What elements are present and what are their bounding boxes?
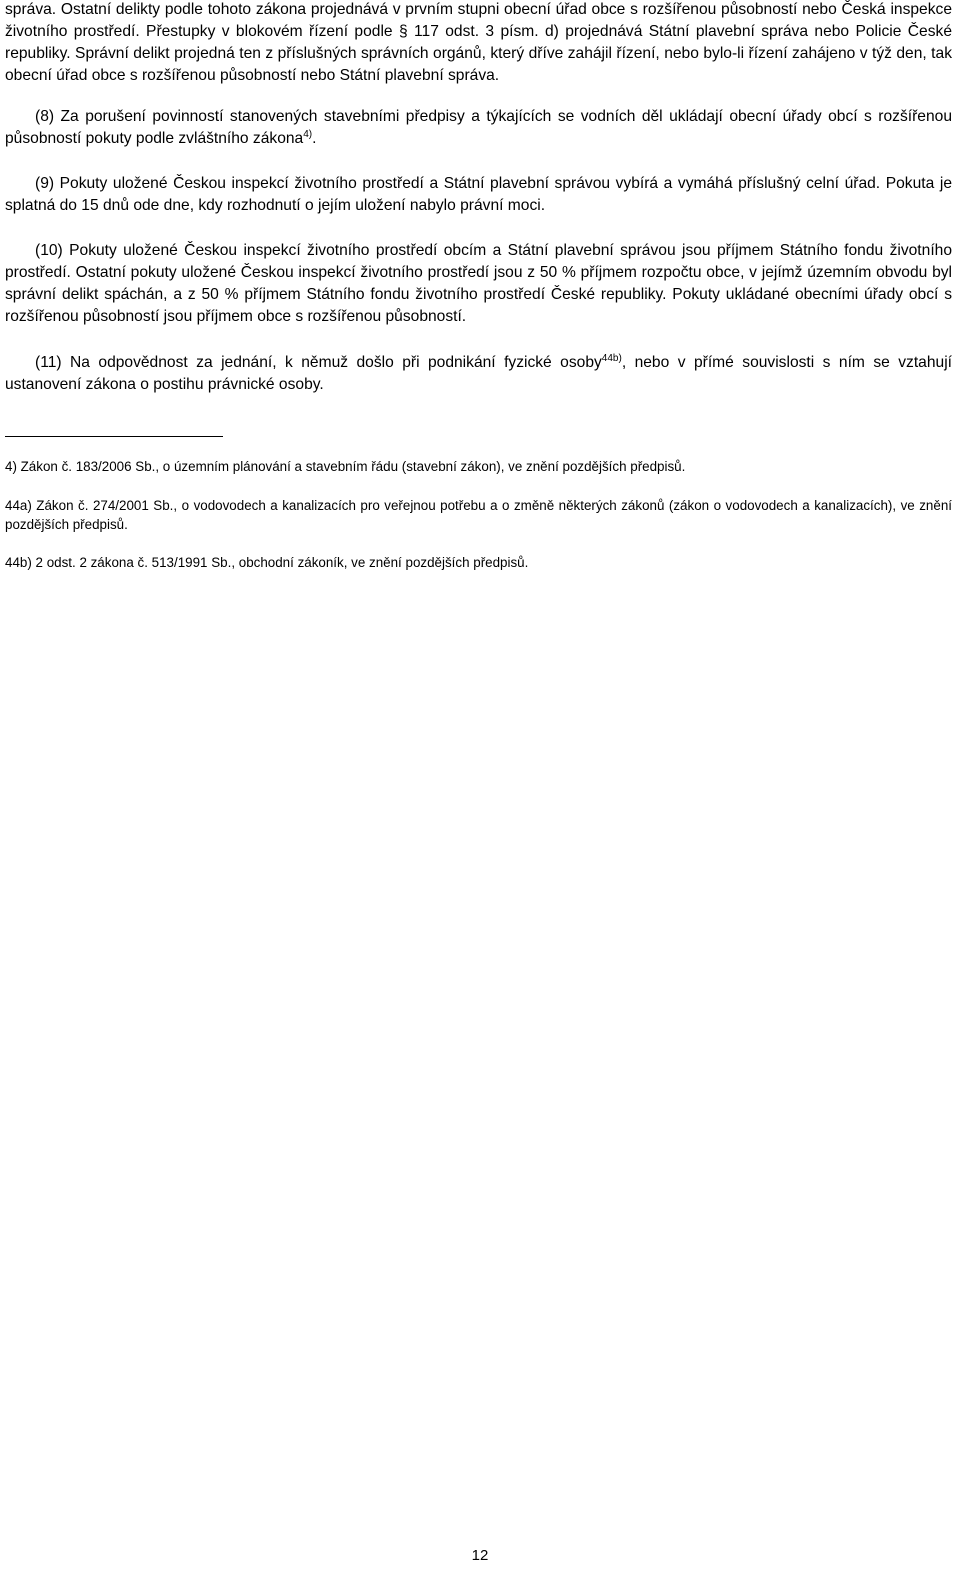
paragraph-text: správa. Ostatní delikty podle tohoto zákona projednává v prvním stupni obecní úřad obce s rozšířenou působností nebo Česká inspekce životního prostředí. Přestupky v blokovém řízení podle § 117 odst. 3 písm. d) projednává Státní plavební správa nebo Policie České republiky. Správní delikt projedná ten z příslušných správních orgánů, který dříve zahájil řízení, nebo bylo-li řízení zahájeno v týž den, tak obecní úřad obce s rozšířenou působností nebo Státní plavební správa. [5,1,952,84]
paragraph-11 [5,352,952,396]
footnote-44a: 44a) Zákon č. 274/2001 Sb., o vodovodech a kanalizacích pro veřejnou potřebu a o změně některých zákonů (zákon o vodovodech a kanalizacích), ve znění pozdějších předpisů. [5,498,952,532]
paragraph-10 [5,240,952,328]
document-page [5,0,952,572]
paragraph-9 [5,173,952,217]
paragraph-continuation [5,0,952,87]
paragraph-text: (10) Pokuty uložené Českou inspekcí životního prostředí obcím a Státní plavební správou jsou příjmem Státního fondu životního prostředí. Ostatní pokuty uložené Českou inspekcí životního prostředí jsou z 50 % příjmem rozpočtu obce, v jejímž územním obvodu byl správní delikt spáchán, a z 50 % příjmem Státního fondu životního prostředí České republiky. Pokuty ukládané obecními úřady obcí s rozšířenou působností jsou příjmem obce s rozšířenou působností. [5,242,952,325]
page-number: 12 [471,1547,489,1564]
footnote-44b: 44b) 2 odst. 2 zákona č. 513/1991 Sb., obchodní zákoník, ve znění pozdějších předpisů. [5,555,529,570]
footnote-4: 4) Zákon č. 183/2006 Sb., o územním plánování a stavebním řádu (stavební zákon), ve znění pozdějších předpisů. [5,459,686,474]
footnote-reference[interactable]: 4) [303,129,313,140]
footnote-separator [5,436,223,437]
paragraph-tail: , nebo v přímé souvislosti s ním se vztahují ustanovení zákona o postihu právnické osoby. [5,354,952,393]
paragraph-text: (11) Na odpovědnost za jednání, k němuž došlo při podnikání fyzické osoby [35,354,602,371]
paragraph-8 [5,106,952,150]
paragraph-tail: . [312,130,317,147]
paragraph-text: (9) Pokuty uložené Českou inspekcí životního prostředí a Státní plavební správou vybírá a vymáhá příslušný celní úřad. Pokuta je splatná do 15 dnů ode dne, kdy rozhodnutí o jejím uložení nabylo právní moci. [5,175,952,214]
footnote-reference[interactable]: 44b) [601,353,622,364]
paragraph-text: (8) Za porušení povinností stanovených stavebními předpisy a týkajících se vodních děl ukládají obecní úřady obcí s rozšířenou působností pokuty podle zvláštního zákona [5,108,952,147]
